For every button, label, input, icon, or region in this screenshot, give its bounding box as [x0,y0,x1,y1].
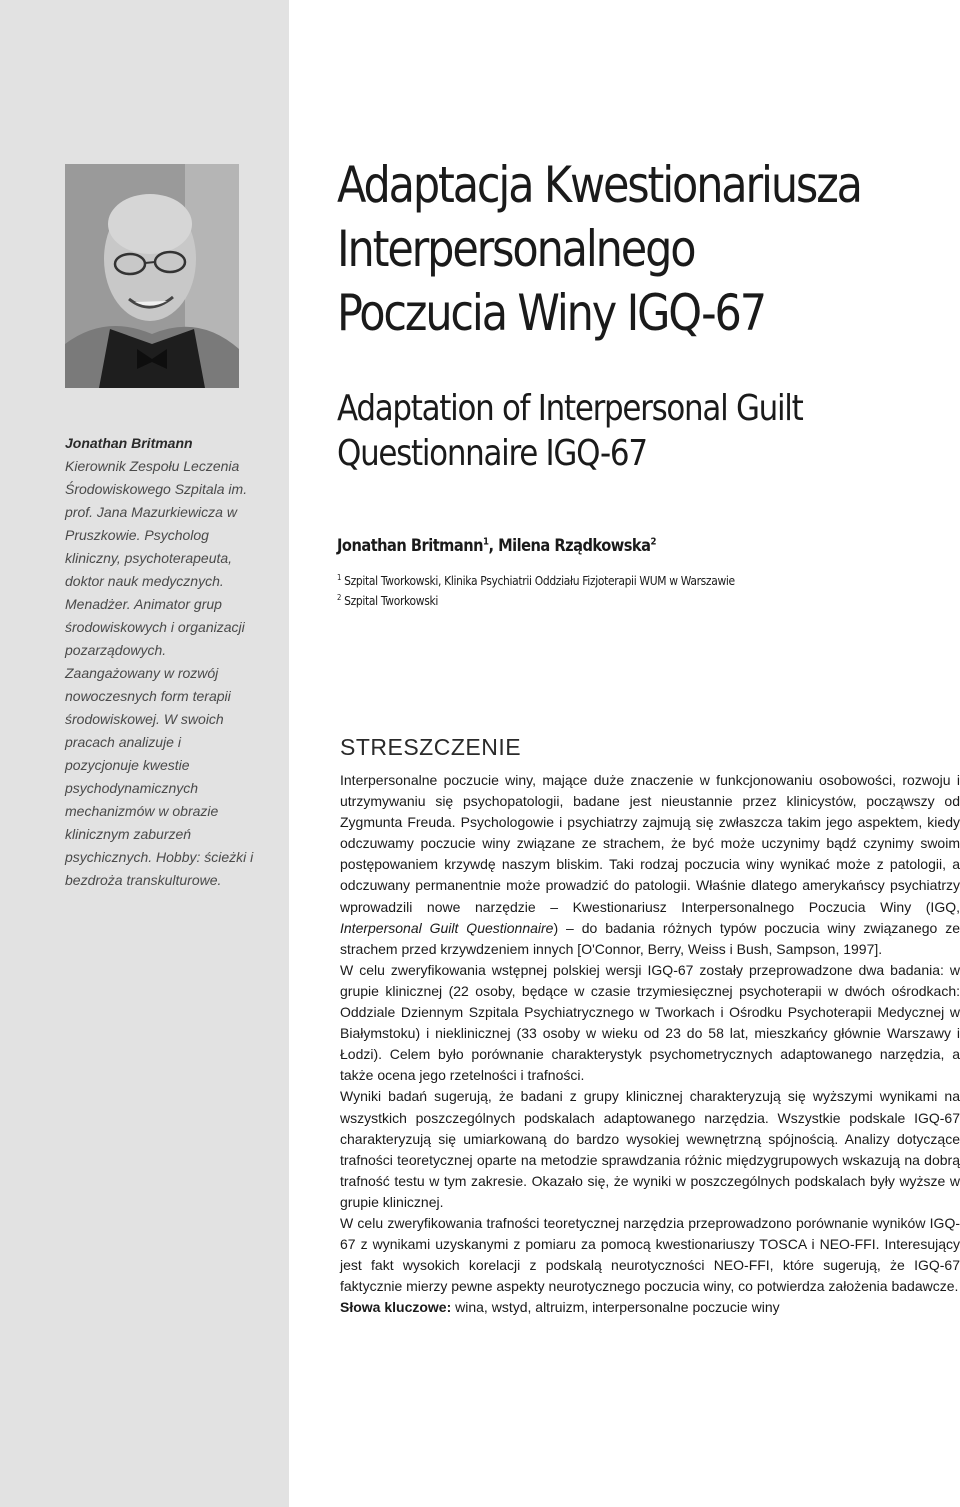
author-1-affiliation-mark: 1 [483,536,489,548]
author-1: Jonathan Britmann [337,536,484,556]
author-bio [65,432,255,892]
article-title [337,153,870,345]
abstract-paragraph: W celu zweryfikowania trafności teoretycznej narzędzia przeprowadzono porównanie wyników IGQ-67 z wynikami uzyskanymi z pomiaru za pomocą kwestionariuszy TOSCA i NEO-FFI. Interesujący jest fakt wysokich korelacji z podskalą neurotyczności NEO-FFI, które sugerują, że IGQ-67 faktycznie mierzy pewne aspekty neurotycznego poczucia winy, co potwierdza założenia badawcze. [340,1214,960,1295]
title-line: Interpersonalnego [337,220,695,278]
subtitle-line: Adaptation of Interpersonal Guilt [337,388,803,429]
keywords-text: wina, wstyd, altruizm, interpersonalne poczucie winy [451,1299,780,1316]
affiliation-2-text: Szpital Tworkowski [341,593,439,609]
article-authors [337,536,656,556]
affiliation-2 [337,593,819,608]
title-line: Adaptacja Kwestionariusza [337,156,861,214]
title-line: Poczucia Winy IGQ-67 [337,284,765,342]
keywords-line [340,1297,960,1318]
abstract-paragraph [340,770,960,960]
affiliation-2-mark: 2 [337,593,342,602]
abstract-paragraph: Wyniki badań sugerują, że badani z grupy klinicznej charakteryzują się wyższymi wynikami na wszystkich poszczególnych podskalach adaptowanego narzędzia. Wszystkie podskale IGQ-67 charakteryzują się umiarkowaną do bardzo wysokiej wewnętrzną spójnością. Analizy dotyczące trafności teoretycznej oparte na metodzie sprawdzania różnic międzygrupowych wskazują na dobrą trafność testu w tym zakresie. Okazało się, że wyniki w poszczególnych podskalach były wyższe w grupie klinicznej. [340,1088,960,1210]
affiliation-1 [337,573,819,588]
affiliation-1-mark: 1 [337,573,342,582]
keywords-label: Słowa kluczowe: [340,1299,452,1316]
abstract-p1-end: ) – do badania różnych typów poczucia winy związanego ze strachem przed krzywdzeniem innych [O'Connor, Berry, Weiss i Bush, Sampson, 1997]. [340,919,960,957]
abstract-paragraph: W celu zweryfikowania wstępnej polskiej wersji IGQ-67 zostały przeprowadzone dwa badania: w grupie klinicznej (22 osoby, będące w czasie trzymiesięcznej psychoterapii w dwóch ośrodkach: Oddziale Dziennym Szpitala Psychiatrycznego w Tworkach i Ośrodku Psychoterapii Medycznej w Białymstoku) i nieklinicznej (33 osoby w wieku od 23 do 58 lat, mieszkańcy głównie Warszawy i Łodzi). Celem było porównanie charakterystyk psychometrycznych adaptowanego narzędzia, a także ocena jego rzetelności i trafności. [340,961,960,1084]
abstract-body [340,770,960,1318]
subtitle-line: Questionnaire IGQ-67 [337,433,647,474]
author-2-affiliation-mark: 2 [650,536,656,548]
affiliation-1-text: Szpital Tworkowski, Klinika Psychiatrii Oddziału Fizjoterapii WUM w Warszawie [341,573,735,589]
bio-text: Kierownik Zespołu Leczenia Środowiskowego Szpitala im. prof. Jana Mazurkiewicza w Pruszkowie. Psycholog kliniczny, psychoterapeuta, doktor nauk medycznych. Menadżer. Animator grup środowiskowych i organizacji pozarządowych. Zaangażowany w rozwój nowoczesnych form terapii środowiskowej. W swoich pracach analizuje i pozycjonuje kwestie psychodynamicznych mechanizmów w obrazie klinicznym zaburzeń psychicznych. Hobby: ścieżki i bezdroża transkulturowe. [65,458,254,888]
abstract-p1-italic: Interpersonal Guilt Questionnaire [340,919,554,936]
author-portrait-image [65,164,239,388]
author-separator: , [488,536,499,556]
abstract-p1-start: Interpersonalne poczucie winy, mające duże znaczenie w funkcjonowaniu osobowości, rozwoju i utrzymywaniu się psychopatologii, badane jest nieustannie przez klinicystów, począwszy od Zygmunta Freuda. Psychologowie i psychiatrzy zajmują się zwłaszcza takim jego aspektem, kiedy odczuwamy poczucie winy związane ze strachem, że być może uczynimy bądź czynimy swoim postępowaniem krzywdę naszym bliskim. Taki rodzaj poczucia winy wynikać może z patologii, a odczuwany permanentnie może prowadzić do patologii. Właśnie dlatego amerykańscy psychiatrzy wprowadzili nowe narzędzie – Kwestionariusz Interpersonalnego Poczucia Winy (IGQ, [340,772,960,915]
abstract-heading: STRESZCZENIE [340,734,522,760]
author-photo [65,164,239,388]
author-2: Milena Rządkowska [498,536,651,556]
article-subtitle-english [337,386,802,476]
bio-author-name: Jonathan Britmann [65,435,193,451]
author-sidebar [0,0,289,1507]
